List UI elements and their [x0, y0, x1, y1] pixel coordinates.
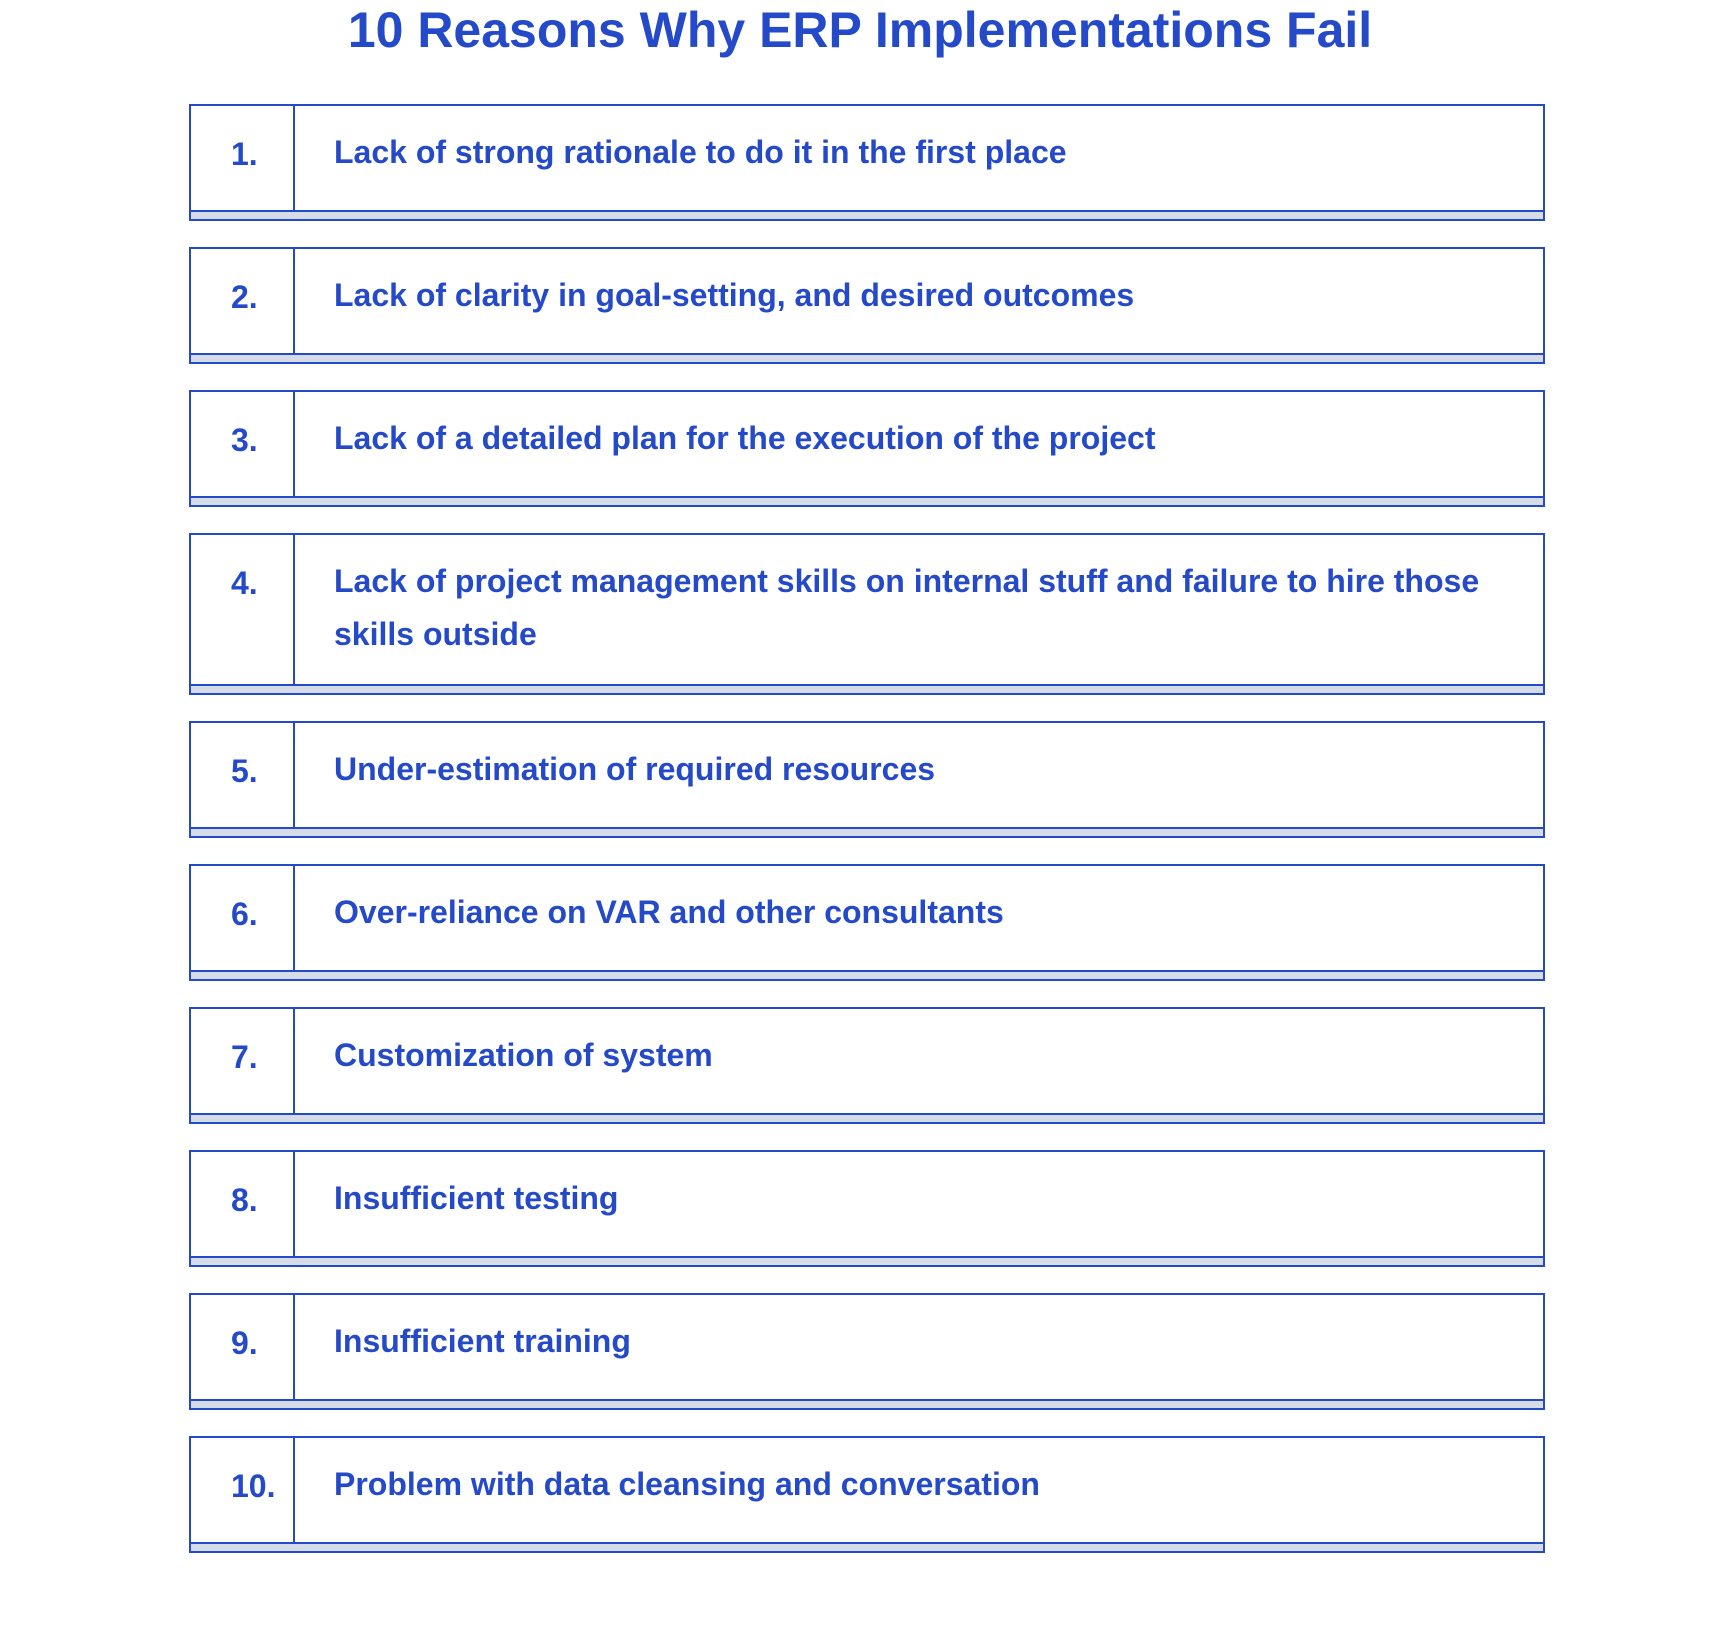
reasons-list: [189, 104, 1545, 1579]
item-number: 6.: [191, 866, 295, 970]
item-text: Over-reliance on VAR and other consultants: [334, 894, 1004, 930]
item-text: Problem with data cleansing and conversation: [334, 1466, 1040, 1502]
item-number: 8.: [191, 1152, 295, 1256]
item-number: 10.: [191, 1438, 295, 1542]
item-text: Lack of project management skills on internal stuff and failure to hire those skills outside: [334, 563, 1480, 652]
row-shelf: [191, 1113, 1543, 1122]
list-item: [189, 1436, 1545, 1553]
item-text: Under-estimation of required resources: [334, 751, 936, 787]
list-item: [189, 533, 1545, 695]
item-text: Insufficient training: [334, 1323, 631, 1359]
list-item: [189, 390, 1545, 507]
row-shelf: [191, 353, 1543, 362]
row-shelf: [191, 1399, 1543, 1408]
item-number: 9.: [191, 1295, 295, 1399]
item-number: 3.: [191, 392, 295, 496]
list-item: [189, 247, 1545, 364]
item-number: 2.: [191, 249, 295, 353]
row-shelf: [191, 827, 1543, 836]
item-text: Customization of system: [334, 1037, 713, 1073]
list-item: [189, 104, 1545, 221]
item-text: Lack of a detailed plan for the execution of the project: [334, 420, 1156, 456]
list-item: [189, 721, 1545, 838]
row-shelf: [191, 210, 1543, 219]
row-shelf: [191, 1542, 1543, 1551]
list-item: [189, 1150, 1545, 1267]
row-shelf: [191, 1256, 1543, 1265]
item-number: 1.: [191, 106, 295, 210]
row-shelf: [191, 496, 1543, 505]
row-shelf: [191, 684, 1543, 693]
item-text: Lack of strong rationale to do it in the first place: [334, 134, 1067, 170]
page-title: 10 Reasons Why ERP Implementations Fail: [347, 2, 1373, 58]
list-item: [189, 1007, 1545, 1124]
item-number: 7.: [191, 1009, 295, 1113]
list-item: [189, 1293, 1545, 1410]
list-item: [189, 864, 1545, 981]
row-shelf: [191, 970, 1543, 979]
item-number: 5.: [191, 723, 295, 827]
item-text: Insufficient testing: [334, 1180, 619, 1216]
item-number: 4.: [191, 535, 295, 684]
item-text: Lack of clarity in goal-setting, and desired outcomes: [334, 277, 1135, 313]
